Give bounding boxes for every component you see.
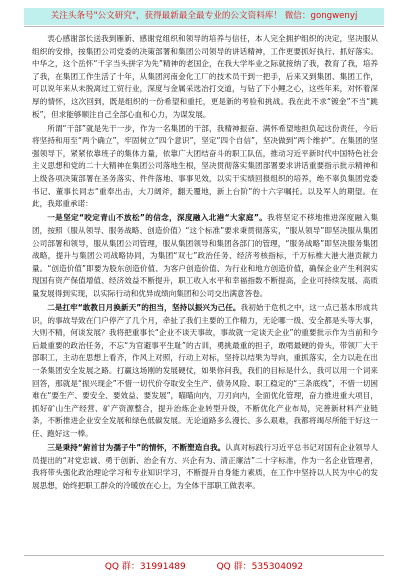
document-body xyxy=(32,33,378,551)
header-divider xyxy=(24,26,384,27)
footer-divider xyxy=(24,555,384,556)
paragraph-pledge-one xyxy=(32,212,378,300)
promo-banner: 关注头条号"公文研究"，获得最新最全最专业的公文资料库！ 微信：gongwenyj xyxy=(24,8,384,25)
paragraph-pledge-two xyxy=(32,302,378,441)
pledge-one-heading: 一是坚定“咬定青山不放松”的信念，深度融入北港“大家庭”。 xyxy=(47,213,268,223)
paragraph-pledge-three xyxy=(32,442,378,492)
qq-group-1: QQ 群：31991489 xyxy=(104,562,186,572)
pledge-three-heading: 三是秉持“俯首甘为孺子牛”的情怀，不断塑造自我。 xyxy=(47,443,226,452)
pledge-three-text: 认真对标践行习近平总书记对国有企业领导人员提出的“对党忠诚、勇于创新、治企有方、兴企有为、清正廉洁”二十字标准，作为一名企业管理者，我将带头强化政治理论学习和专业知识学习，不断提升自身能力素质，在工作中坚持以人民为中心的发展思想，始终把职工群众的冷暖放在心上，为全体干部职工做表率。 xyxy=(32,443,378,490)
qq-group-2: QQ 群：535304092 xyxy=(216,562,304,572)
pledge-one-text: 我将坚定不移地推进深度融入集团，按照（服从领导、服务战略、创造价值）“这个标准”要求秉贯彻落实，“服从领导”即坚决服从集团公司部署和领导，服从集团公司管理，服从集团领导和集团各部门的管理，“服务战略”即坚决服务集团战略，提升与集团公司战略协同，为集团“双七”政治任务、经济考核指标，千万标椎大港大港贡献力量。“创造价值”即要为股东创造价值、为客户创造价值、为行业和地方创造价值，确保企业产生利润实现国有资产保值增值、经济效益不断提升，职工收入水平和幸福指数不断提高，企业可持续发展、高质量发展得到实现，以实际行动和优异成绩向集团和公司交出满意答卷。 xyxy=(32,213,378,298)
pledge-two-heading: 二是扛牢“敢教日月换新天”的担当，坚持以振兴为己任。 xyxy=(47,302,241,312)
pledge-two-text: 我初始于危机之中，这一点已基本形成共识，的事故导致在门户停产了几个月，牵扯了我们主要的工作精力，无论哪一级、安全都是头等大事，大则不精，何谈发展？我将把重事长“企业不谈天事故，事故就一定谈天企业”的重要批示作为当前和今后最重要的政治任务，不忘“为官避事平生耻”的古训，勇挑最重的担子，敢啃最硬的骨头，带领厂大干部职工，主动在思想上看齐，作风上对照，行动上对标，坚持以结果为导向，重抓落实，全力以赴在出一条集团安全发展之路。打赢这场刚的发展硬仗，如果你问我，我们的目标是什么，我可以用一个词来回答，那就是“振兴现企”不惜一切代价夺取安全生产、债务风险、职工稳定的“三条底线”，不惜一切困难在“要生产、要安全、要效益、要发展”，瞄瞄向内，刀刃向内，全面优化管理，奋力推进重大项目，抓好矿山生产经营、矿产资源整合，提升治炼企业转型升级，不断优化产业布局，完善新材料产业链条，不断推进企业安全发展和绿色低碳发展。无论道路多么漫长、多么艰难，我都将竭尽所能干好这一任、跑好这一棒。 xyxy=(32,302,378,438)
footer-contact xyxy=(0,559,408,572)
paragraph-commitment: 所谓“干部”就是先干一步，作为一名集团的干部，我精神振奋、满怀希望地担负起这份责任，今后将坚持和用至“两个确立”，牢固树立“四个意识”，坚定“四个自信”，坚决做到“两个维护”。在集团的坚强领导下，紧紧依靠班子的集体力量，依靠广大团结奋斗的职工队伍，推动习近平新时代中国特色社会主义思想和党的二十大精神在集团公司落地生根，坚决贯彻落实集团部署要求讲话重要指示批示精神和上级各项决策部署在圣务落实、件件落地、事事见效，以实干实绩回报组织的培养，绝不辜负集团党委书记、董事长同志“重奉出击，大刀阔斧，翻天覆地，新上台阶”的十六字嘱托。以及军人的期望。在此，我郑重承诺： xyxy=(32,123,378,209)
paragraph-intro: 衷心感谢部长送我到雁新、感谢党组织和领导的培养与信任，本人完全拥护组织的决定，坚决服从组织的安排，按集团公司党委的决策部署和集团公司领导的讲话精神，工作更要抓好执行、抓好落实。中华之，这个岳怀“千字当头拼字为先”精神的老国企，在我大学毕业之际就接纳了我，教育了我，培养了我，在集团工作生活了十年，从集团河南金化工厂的技术员干到一把手，后来又到集团、集团工作，可以说年来从未脱离过工贸行业，深度与金属采选冶打交道，与钻了下小鲤之心，这些年来，对怀着深厚的情怀，这次回到，既是组织的一份希望和重托，更是新的考验和挑战。我在此不求“镀金”不当“跳板”，但求能够顺注自己全部心血和心力，为谋发展。 xyxy=(32,34,378,119)
